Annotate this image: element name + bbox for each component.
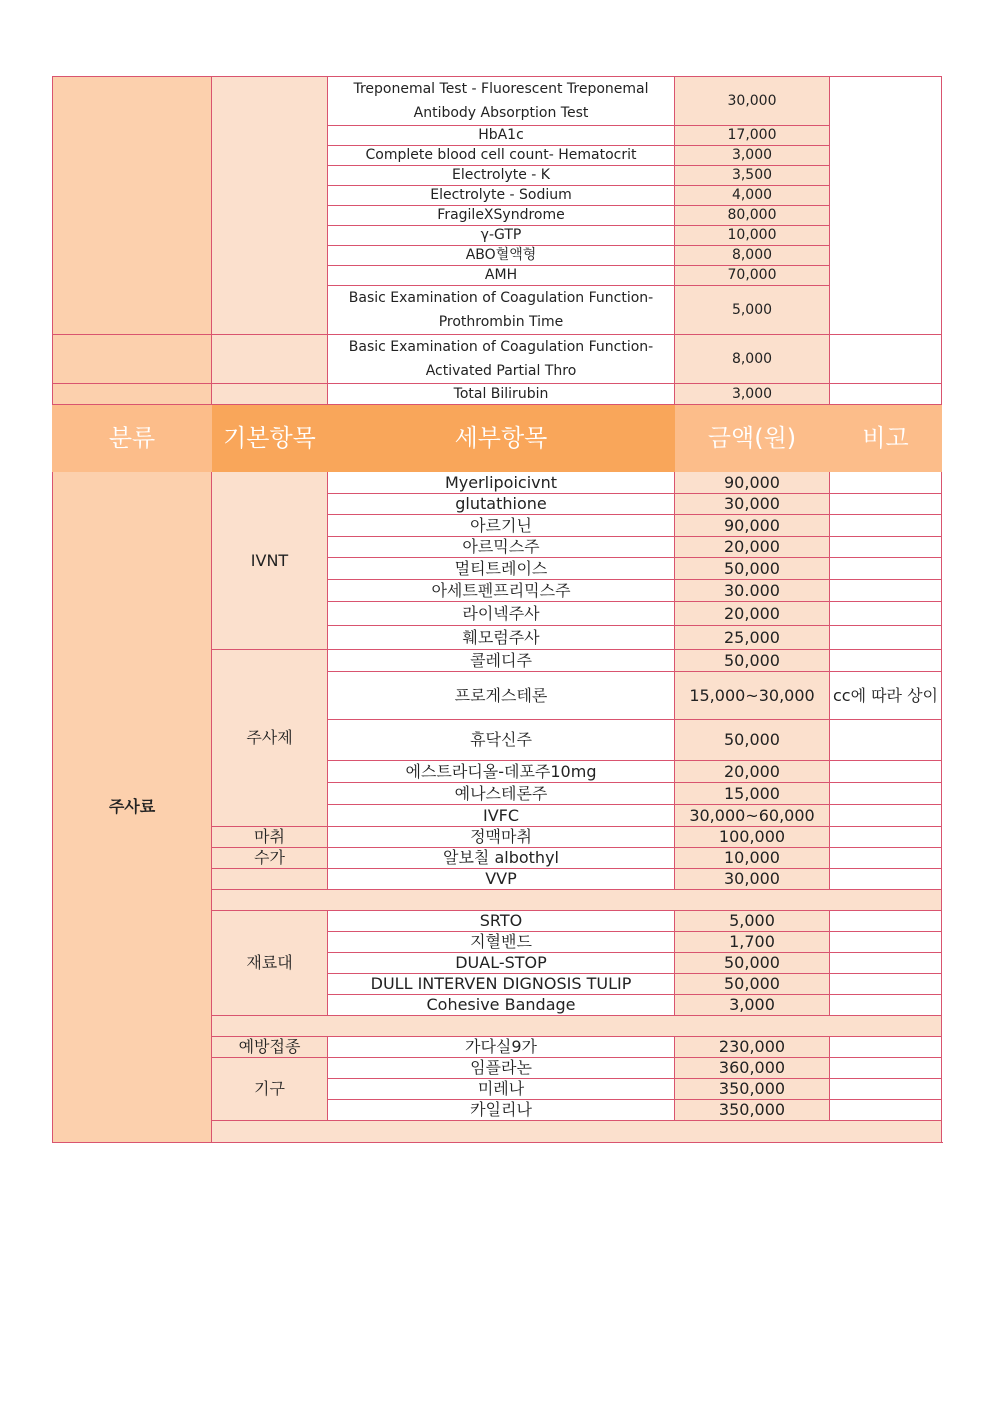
group-injection: 주사제 bbox=[212, 650, 328, 827]
amount: 100,000 bbox=[675, 827, 830, 848]
detail-item: Treponemal Test - Fluorescent Treponemal Antibody Absorption Test bbox=[328, 77, 675, 126]
group-ivnt: IVNT bbox=[212, 472, 328, 650]
note bbox=[830, 472, 942, 494]
note bbox=[830, 580, 942, 602]
detail-item: γ-GTP bbox=[328, 226, 675, 246]
detail-item: Basic Examination of Coagulation Function-Activated Partial Thro bbox=[328, 335, 675, 384]
detail-item: 라이넥주사 bbox=[328, 602, 675, 626]
category-cell-prev bbox=[53, 77, 212, 335]
group-vaccination: 예방접종 bbox=[212, 1037, 328, 1058]
amount: 3,500 bbox=[675, 166, 830, 186]
amount: 1,700 bbox=[675, 932, 830, 953]
note bbox=[830, 932, 942, 953]
note bbox=[830, 602, 942, 626]
detail-item: IVFC bbox=[328, 805, 675, 827]
note-cell-prev bbox=[830, 77, 942, 335]
note-cell bbox=[830, 335, 942, 384]
detail-item: 가다실9가 bbox=[328, 1037, 675, 1058]
amount: 90,000 bbox=[675, 472, 830, 494]
amount: 3,000 bbox=[675, 995, 830, 1016]
amount: 70,000 bbox=[675, 266, 830, 286]
detail-item: 에스트라디올-데포주10mg bbox=[328, 761, 675, 783]
note: cc에 따라 상이 bbox=[830, 672, 942, 720]
amount: 50,000 bbox=[675, 650, 830, 672]
group-empty bbox=[212, 869, 328, 890]
detail-item: Electrolyte - Sodium bbox=[328, 186, 675, 206]
header-category: 분류 bbox=[53, 405, 212, 472]
note bbox=[830, 761, 942, 783]
note bbox=[830, 626, 942, 650]
note bbox=[830, 995, 942, 1016]
note bbox=[830, 537, 942, 558]
header-basic-item: 기본항목 bbox=[212, 405, 328, 472]
detail-item: 알보칠 albothyl bbox=[328, 848, 675, 869]
note bbox=[830, 720, 942, 761]
group-material: 재료대 bbox=[212, 911, 328, 1016]
detail-item: ABO혈액형 bbox=[328, 246, 675, 266]
note bbox=[830, 869, 942, 890]
note bbox=[830, 494, 942, 515]
header-note: 비고 bbox=[830, 405, 942, 472]
header-detail-item: 세부항목 bbox=[328, 405, 675, 472]
detail-item: 정맥마취 bbox=[328, 827, 675, 848]
header-amount: 금액(원) bbox=[675, 405, 830, 472]
amount: 30,000 bbox=[675, 869, 830, 890]
detail-item: 지혈밴드 bbox=[328, 932, 675, 953]
note bbox=[830, 953, 942, 974]
detail-item: 아르기닌 bbox=[328, 515, 675, 537]
detail-item: Electrolyte - K bbox=[328, 166, 675, 186]
spacer-row bbox=[212, 890, 942, 911]
amount: 15,000 bbox=[675, 783, 830, 805]
detail-item: DULL INTERVEN DIGNOSIS TULIP bbox=[328, 974, 675, 995]
amount: 10,000 bbox=[675, 848, 830, 869]
note bbox=[830, 650, 942, 672]
amount: 50,000 bbox=[675, 974, 830, 995]
amount: 8,000 bbox=[675, 335, 830, 384]
fee-table bbox=[52, 76, 942, 1143]
detail-item: Total Bilirubin bbox=[328, 384, 675, 405]
note-cell bbox=[830, 384, 942, 405]
amount: 8,000 bbox=[675, 246, 830, 266]
detail-item: 훼모럼주사 bbox=[328, 626, 675, 650]
amount: 20,000 bbox=[675, 537, 830, 558]
note bbox=[830, 848, 942, 869]
detail-item: 임플라논 bbox=[328, 1058, 675, 1079]
amount: 3,000 bbox=[675, 146, 830, 166]
amount: 25,000 bbox=[675, 626, 830, 650]
detail-item: 아세트펜프리믹스주 bbox=[328, 580, 675, 602]
amount: 30,000 bbox=[675, 494, 830, 515]
note bbox=[830, 1037, 942, 1058]
amount: 50,000 bbox=[675, 720, 830, 761]
basic-item-cell bbox=[212, 384, 328, 405]
note bbox=[830, 974, 942, 995]
amount: 20,000 bbox=[675, 602, 830, 626]
note bbox=[830, 827, 942, 848]
detail-item: 프로게스테론 bbox=[328, 672, 675, 720]
detail-item: HbA1c bbox=[328, 126, 675, 146]
detail-item: Basic Examination of Coagulation Function-Prothrombin Time bbox=[328, 286, 675, 335]
category-cell bbox=[53, 384, 212, 405]
note bbox=[830, 783, 942, 805]
detail-item: FragileXSyndrome bbox=[328, 206, 675, 226]
note bbox=[830, 558, 942, 580]
amount: 50,000 bbox=[675, 953, 830, 974]
amount: 350,000 bbox=[675, 1100, 830, 1121]
amount: 30,000 bbox=[675, 77, 830, 126]
amount: 5,000 bbox=[675, 911, 830, 932]
amount: 360,000 bbox=[675, 1058, 830, 1079]
spacer-row bbox=[212, 1016, 942, 1037]
detail-item: AMH bbox=[328, 266, 675, 286]
amount: 20,000 bbox=[675, 761, 830, 783]
detail-item: 카일리나 bbox=[328, 1100, 675, 1121]
amount: 3,000 bbox=[675, 384, 830, 405]
detail-item: Myerlipoicivnt bbox=[328, 472, 675, 494]
detail-item: 미레나 bbox=[328, 1079, 675, 1100]
group-anesthesia: 마취 bbox=[212, 827, 328, 848]
amount: 80,000 bbox=[675, 206, 830, 226]
footer-spacer-row bbox=[212, 1121, 942, 1143]
detail-item: Complete blood cell count- Hematocrit bbox=[328, 146, 675, 166]
amount: 5,000 bbox=[675, 286, 830, 335]
amount: 30.000 bbox=[675, 580, 830, 602]
table-header bbox=[53, 405, 942, 472]
detail-item: glutathione bbox=[328, 494, 675, 515]
detail-item: 콜레디주 bbox=[328, 650, 675, 672]
amount: 30,000~60,000 bbox=[675, 805, 830, 827]
detail-item: DUAL-STOP bbox=[328, 953, 675, 974]
category-cell bbox=[53, 335, 212, 384]
detail-item: Cohesive Bandage bbox=[328, 995, 675, 1016]
amount: 90,000 bbox=[675, 515, 830, 537]
amount: 15,000~30,000 bbox=[675, 672, 830, 720]
detail-item: SRTO bbox=[328, 911, 675, 932]
amount: 50,000 bbox=[675, 558, 830, 580]
amount: 4,000 bbox=[675, 186, 830, 206]
note bbox=[830, 911, 942, 932]
basic-item-cell-prev bbox=[212, 77, 328, 335]
detail-item: 예나스테론주 bbox=[328, 783, 675, 805]
note bbox=[830, 515, 942, 537]
detail-item: VVP bbox=[328, 869, 675, 890]
amount: 10,000 bbox=[675, 226, 830, 246]
note bbox=[830, 1058, 942, 1079]
basic-item-cell bbox=[212, 335, 328, 384]
note bbox=[830, 1079, 942, 1100]
amount: 350,000 bbox=[675, 1079, 830, 1100]
detail-item: 아르믹스주 bbox=[328, 537, 675, 558]
group-fee: 수가 bbox=[212, 848, 328, 869]
note bbox=[830, 805, 942, 827]
group-device: 기구 bbox=[212, 1058, 328, 1121]
detail-item: 멀티트레이스 bbox=[328, 558, 675, 580]
detail-item: 휴닥신주 bbox=[328, 720, 675, 761]
amount: 17,000 bbox=[675, 126, 830, 146]
amount: 230,000 bbox=[675, 1037, 830, 1058]
note bbox=[830, 1100, 942, 1121]
category-injection: 주사료 bbox=[53, 472, 212, 1143]
